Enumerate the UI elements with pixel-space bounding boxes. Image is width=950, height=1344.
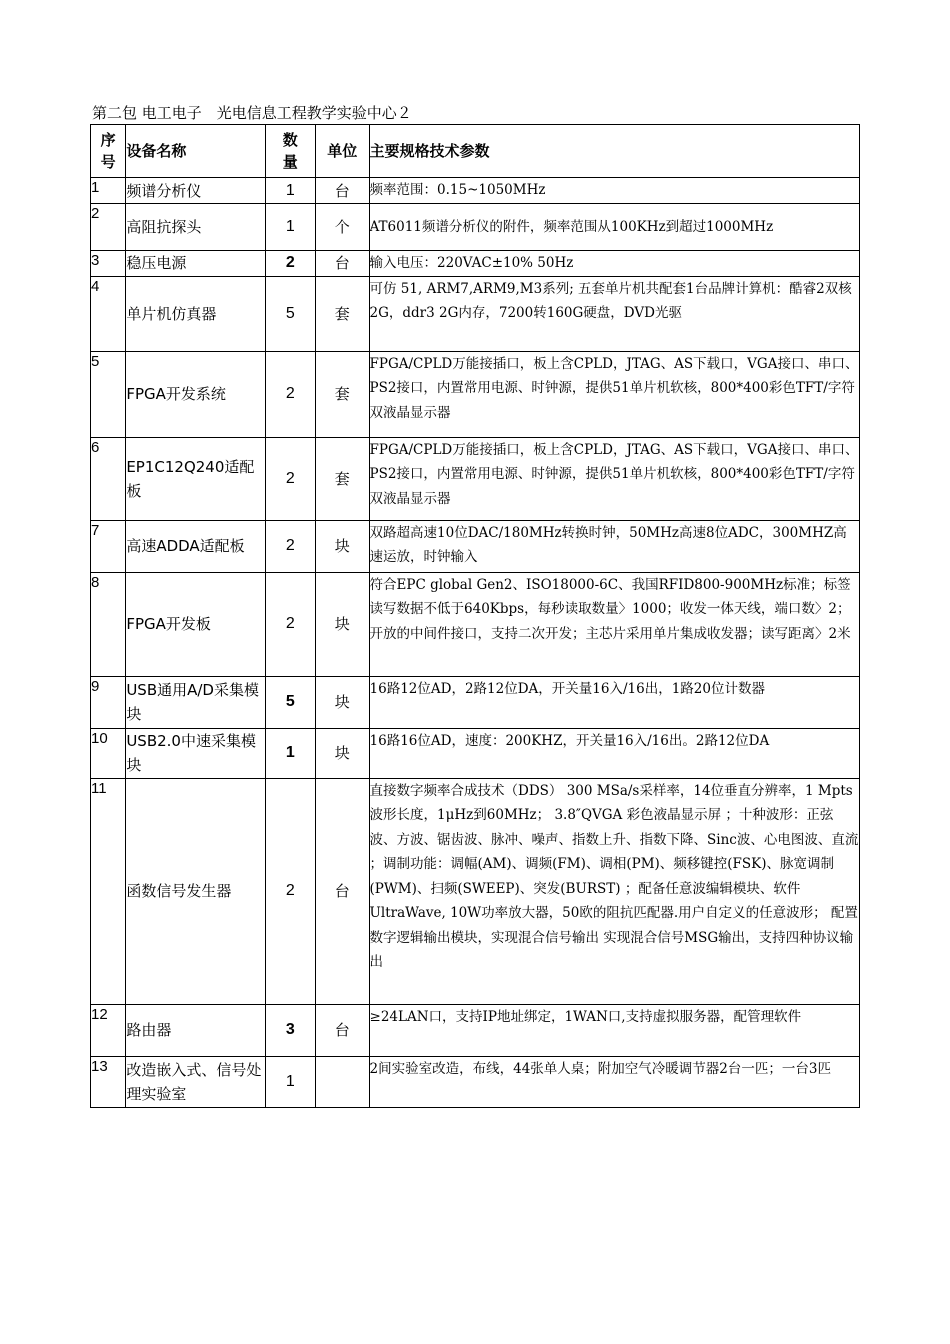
specification: 符合EPC global Gen2、ISO18000-6C、我国RFID800-900MHz标准；标签读写数据不低于640Kbps，每秒读取数量〉1000；收发一体天线，端口数〉2；开放的中间件接口，支持二次开发；主芯片采用单片集成收发器；读写距离〉2米 (369, 572, 859, 676)
table-row (91, 178, 860, 204)
specification: 16路16位AD，速度：200KHZ，开关量16入/16出。2路12位DA (369, 728, 859, 778)
unit: 块 (316, 520, 369, 572)
row-number: 7 (91, 520, 126, 572)
header-unit: 单位 (316, 125, 369, 178)
row-number: 5 (91, 351, 126, 437)
quantity: 2 (265, 520, 315, 572)
equipment-name: 稳压电源 (126, 251, 265, 277)
unit: 台 (316, 1004, 369, 1056)
equipment-name: 高阻抗探头 (126, 204, 265, 251)
row-number: 12 (91, 1004, 126, 1056)
row-number: 9 (91, 676, 126, 728)
table-row (91, 1004, 860, 1056)
row-number: 4 (91, 276, 126, 351)
specification: 可仿 51, ARM7,ARM9,M3系列; 五套单片机共配套1台品牌计算机：酷睿2双核2G，ddr3 2G内存，7200转160G硬盘，DVD光驱 (369, 276, 859, 351)
quantity: 3 (265, 1004, 315, 1056)
table-row (91, 351, 860, 437)
quantity: 1 (265, 204, 315, 251)
row-number: 3 (91, 251, 126, 277)
header-spec: 主要规格技术参数 (369, 125, 859, 178)
unit: 块 (316, 572, 369, 676)
unit: 个 (316, 204, 369, 251)
quantity: 1 (265, 178, 315, 204)
unit: 台 (316, 178, 369, 204)
unit: 台 (316, 251, 369, 277)
unit: 台 (316, 778, 369, 1004)
specification: 2间实验室改造，布线，44张单人桌；附加空气冷暖调节器2台一匹；一台3匹 (369, 1056, 859, 1107)
quantity: 5 (265, 676, 315, 728)
header-name: 设备名称 (126, 125, 265, 178)
specification: AT6011频谱分析仪的附件，频率范围从100KHz到超过1000MHz (369, 204, 859, 251)
table-row (91, 276, 860, 351)
quantity: 2 (265, 251, 315, 277)
equipment-name: 频谱分析仪 (126, 178, 265, 204)
row-number: 1 (91, 178, 126, 204)
quantity: 2 (265, 778, 315, 1004)
equipment-name: USB2.0中速采集模块 (126, 728, 265, 778)
table-row (91, 251, 860, 277)
equipment-name: USB通用A/D采集模块 (126, 676, 265, 728)
specification: ≥24LAN口，支持IP地址绑定，1WAN口,支持虚拟服务器，配管理软件 (369, 1004, 859, 1056)
specification: 双路超高速10位DAC/180MHz转换时钟，50MHz高速8位ADC，300MHZ高速运放，时钟输入 (369, 520, 859, 572)
table-row (91, 778, 860, 1004)
unit: 块 (316, 676, 369, 728)
table-row (91, 204, 860, 251)
table-row (91, 437, 860, 520)
table-row (91, 572, 860, 676)
specification: 输入电压：220VAC±10% 50Hz (369, 251, 859, 277)
quantity: 1 (265, 728, 315, 778)
equipment-name: FPGA开发板 (126, 572, 265, 676)
header-qty: 数量 (265, 125, 315, 178)
specification: FPGA/CPLD万能接插口，板上含CPLD，JTAG、AS下载口，VGA接口、串口、PS2接口，内置常用电源、时钟源，提供51单片机软核，800*400彩色TFT/字符双液晶显示器 (369, 351, 859, 437)
row-number: 11 (91, 778, 126, 1004)
row-number: 8 (91, 572, 126, 676)
unit: 套 (316, 351, 369, 437)
quantity: 2 (265, 437, 315, 520)
equipment-name: 改造嵌入式、信号处理实验室 (126, 1056, 265, 1107)
equipment-name: 路由器 (126, 1004, 265, 1056)
unit: 套 (316, 437, 369, 520)
row-number: 10 (91, 728, 126, 778)
quantity: 2 (265, 572, 315, 676)
header-no: 序号 (91, 125, 126, 178)
specification: 频率范围：0.15~1050MHz (369, 178, 859, 204)
equipment-table (90, 124, 860, 1108)
table-header-row (91, 125, 860, 178)
table-row (91, 728, 860, 778)
table-row (91, 676, 860, 728)
quantity: 5 (265, 276, 315, 351)
specification: 直接数字频率合成技术（DDS） 300 MSa/s采样率，14位垂直分辨率，1 Mpts波形长度，1μHz到60MHz； 3.8″QVGA 彩色液晶显示屏 ；十种波形：正弦波、方波、锯齿波、脉冲、噪声、指数上升、指数下降、Sinc波、心电图波、直流 ；调制功能：调幅(AM)、调频(FM)、调相(PM)、频移键控(FSK)、脉宽调制(PWM)、扫频(SWEEP)、突发(BURST) ；配备任意波编辑模块、软件UltraWave, 10W功率放大器，50欧的阻抗匹配器.用户自定义的任意波形； 配置数字逻辑输出模块，实现混合信号输出 实现混合信号MSG输出，支持四种协议输出 (369, 778, 859, 1004)
equipment-name: 高速ADDA适配板 (126, 520, 265, 572)
row-number: 2 (91, 204, 126, 251)
table-row (91, 1056, 860, 1107)
equipment-name: FPGA开发系统 (126, 351, 265, 437)
unit (316, 1056, 369, 1107)
row-number: 13 (91, 1056, 126, 1107)
row-number: 6 (91, 437, 126, 520)
equipment-name: 函数信号发生器 (126, 778, 265, 1004)
quantity: 1 (265, 1056, 315, 1107)
specification: 16路12位AD，2路12位DA，开关量16入/16出，1路20位计数器 (369, 676, 859, 728)
specification: FPGA/CPLD万能接插口，板上含CPLD，JTAG、AS下载口，VGA接口、串口、PS2接口，内置常用电源、时钟源，提供51单片机软核，800*400彩色TFT/字符双液晶显示器 (369, 437, 859, 520)
unit: 套 (316, 276, 369, 351)
unit: 块 (316, 728, 369, 778)
equipment-name: 单片机仿真器 (126, 276, 265, 351)
equipment-name: EP1C12Q240适配板 (126, 437, 265, 520)
table-row (91, 520, 860, 572)
quantity: 2 (265, 351, 315, 437)
document-caption: 第二包 电工电子 光电信息工程教学实验中心２ (92, 104, 412, 122)
